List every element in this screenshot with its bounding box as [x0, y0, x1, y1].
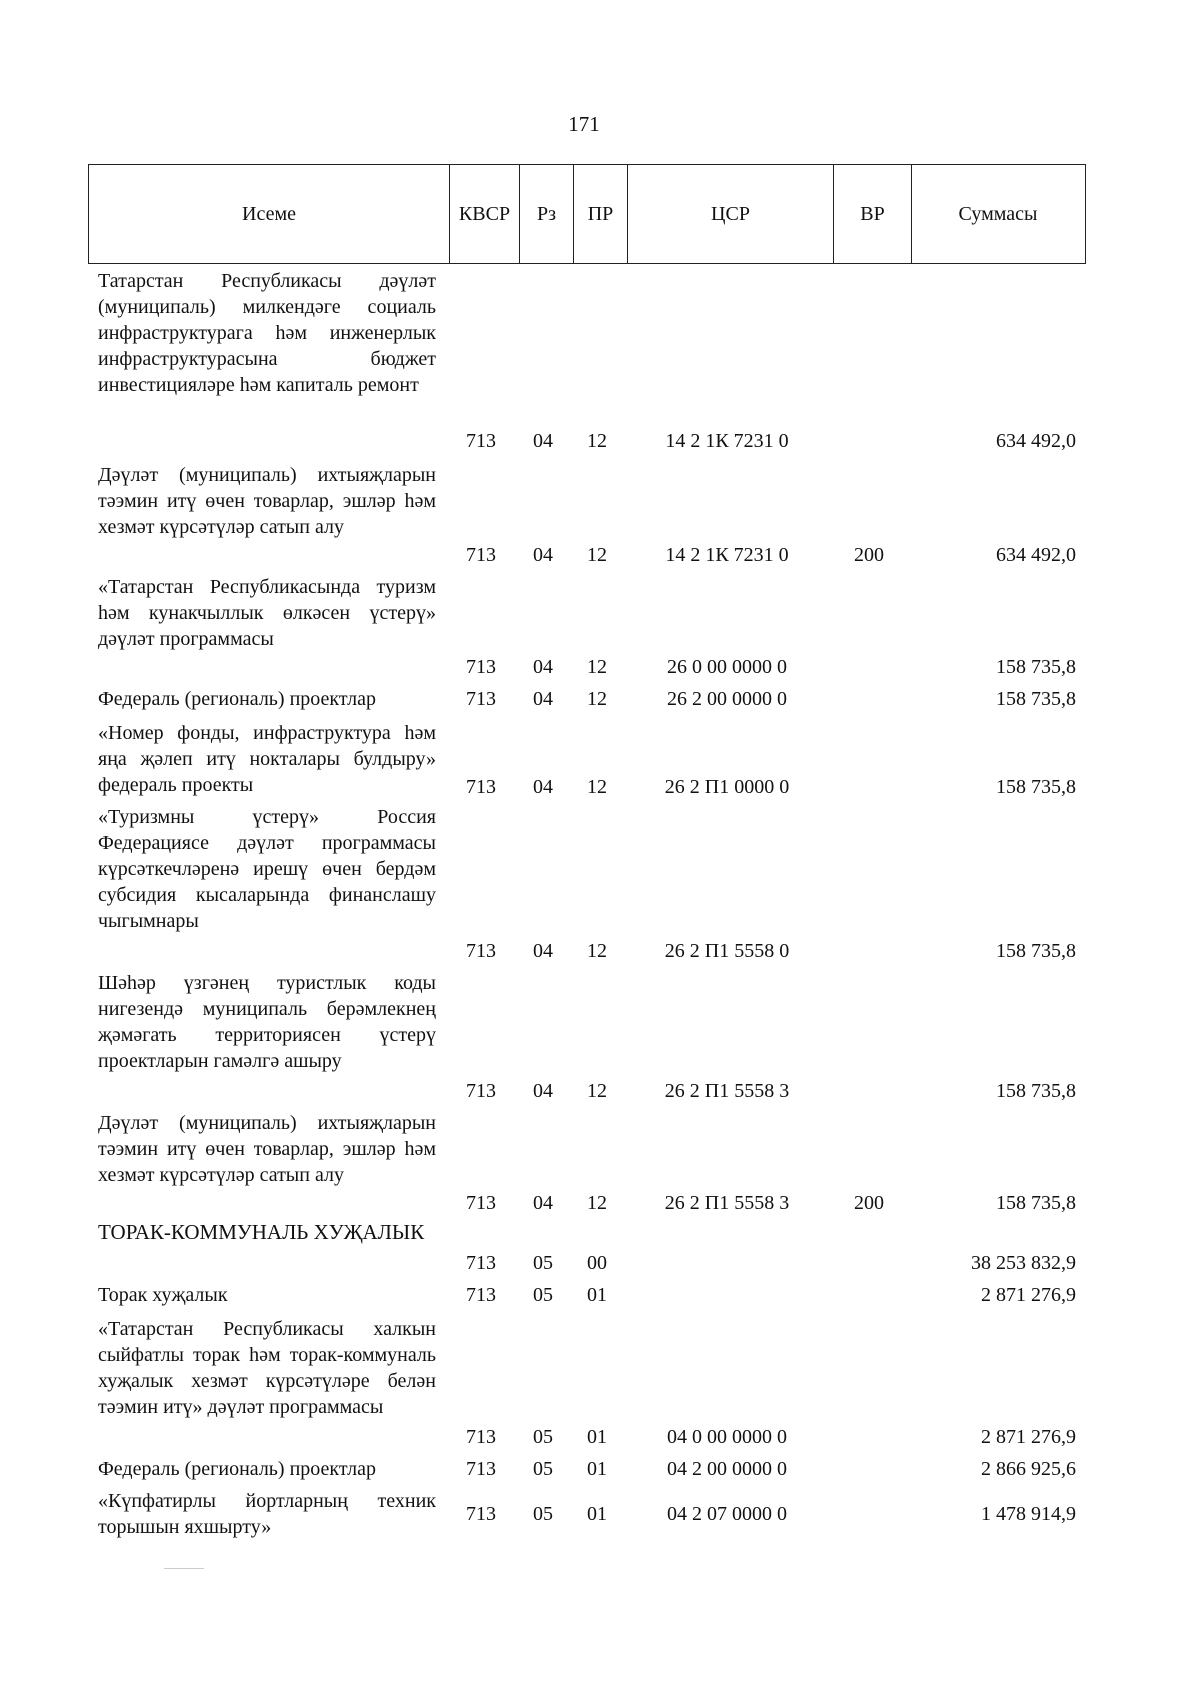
row-name: Дәүләт (муниципаль) ихтыяҗларын тәэмин итү өчен товарлар, эшләр һәм хезмәт күрсәтүләр сатып алу [98, 464, 436, 538]
row-name: Федераль (региональ) проектлар [98, 688, 376, 710]
row-sum: 158 735,8 [996, 776, 1076, 798]
row-name: Дәүләт (муниципаль) ихтыяҗларын тәэмин итү өчен товарлар, эшләр һәм хезмәт күрсәтүләр сатып алу [98, 1112, 436, 1186]
header-name: Исеме [242, 202, 296, 225]
row-name: «Номер фонды, инфраструктура һәм яңа җәлеп итү нокталары булдыру» федераль проекты [98, 722, 436, 796]
row-sum: 2 871 276,9 [981, 1284, 1076, 1306]
table-row [0, 574, 1200, 680]
header-pr: ПР [573, 165, 627, 263]
row-rz: 04 [533, 776, 553, 798]
row-sum: 158 735,8 [996, 940, 1076, 962]
header-csr: ЦСР [627, 165, 833, 263]
table-row [0, 1456, 1200, 1482]
row-pr: 01 [587, 1458, 607, 1480]
row-rz: 05 [533, 1426, 553, 1448]
table-header [88, 164, 1086, 264]
table-row [0, 686, 1200, 712]
row-kvsr: 713 [466, 1252, 496, 1274]
row-rz: 04 [533, 688, 553, 710]
row-kvsr: 713 [466, 1426, 496, 1448]
row-name: «Татарстан Республикасында туризм һәм кунакчыллык өлкәсен үстерү» дәүләт программасы [98, 576, 436, 650]
row-sum: 634 492,0 [996, 544, 1076, 566]
row-csr: 14 2 1К 7231 0 [665, 430, 789, 452]
table-row [0, 462, 1200, 568]
table-row [0, 1316, 1200, 1450]
row-kvsr: 713 [466, 1503, 496, 1525]
page-number: 171 [568, 112, 600, 136]
row-vr: 200 [854, 544, 884, 566]
row-pr: 12 [587, 688, 607, 710]
row-pr: 01 [587, 1284, 607, 1306]
row-csr: 14 2 1К 7231 0 [665, 544, 789, 566]
header-rz: Рз [519, 165, 573, 263]
row-csr: 04 2 07 0000 0 [667, 1503, 787, 1525]
row-csr: 26 2 П1 5558 3 [664, 1192, 790, 1214]
row-kvsr: 713 [466, 1080, 496, 1102]
row-kvsr: 713 [466, 544, 496, 566]
row-sum: 634 492,0 [996, 430, 1076, 452]
row-sum: 1 478 914,9 [981, 1503, 1076, 1525]
row-sum: 158 735,8 [996, 1080, 1076, 1102]
row-kvsr: 713 [466, 1458, 496, 1480]
row-pr: 12 [587, 1080, 607, 1102]
row-pr: 12 [587, 430, 607, 452]
row-kvsr: 713 [466, 1192, 496, 1214]
row-kvsr: 713 [466, 940, 496, 962]
table-row [0, 268, 1200, 454]
row-pr: 12 [587, 940, 607, 962]
row-pr: 12 [587, 776, 607, 798]
row-name: «Күпфатирлы йортларның техник торышын яхшырту» [98, 1490, 436, 1538]
row-rz: 05 [533, 1458, 553, 1480]
row-vr: 200 [854, 1192, 884, 1214]
row-csr: 04 0 00 0000 0 [667, 1426, 787, 1448]
header-sum: Суммасы [911, 165, 1084, 263]
row-pr: 00 [587, 1252, 607, 1274]
row-name: Торак хуҗалык [98, 1284, 228, 1306]
row-rz: 04 [533, 430, 553, 452]
row-pr: 01 [587, 1503, 607, 1525]
row-kvsr: 713 [466, 656, 496, 678]
scan-mark [164, 1568, 204, 1569]
row-rz: 04 [533, 544, 553, 566]
row-pr: 01 [587, 1426, 607, 1448]
header-kvsr: КВСР [449, 165, 519, 263]
row-csr: 26 2 П1 5558 3 [664, 1080, 790, 1102]
row-pr: 12 [587, 656, 607, 678]
row-rz: 05 [533, 1503, 553, 1525]
row-csr: 26 0 00 0000 0 [667, 656, 787, 678]
table-row [0, 1110, 1200, 1216]
row-sum: 2 866 925,6 [981, 1458, 1076, 1480]
row-name: «Туризмны үстерү» Россия Федерациясе дәүләт программасы күрсәткечләренә ирешү өчен бердәм субсидия кысаларында финанслашу чыгымнары [98, 806, 436, 932]
table-row [0, 970, 1200, 1104]
row-sum: 158 735,8 [996, 656, 1076, 678]
row-kvsr: 713 [466, 776, 496, 798]
row-sum: 158 735,8 [996, 688, 1076, 710]
row-kvsr: 713 [466, 1284, 496, 1306]
table-row [0, 1218, 1200, 1276]
table-row [0, 804, 1200, 964]
row-rz: 04 [533, 1192, 553, 1214]
row-pr: 12 [587, 544, 607, 566]
row-name: «Татарстан Республикасы халкын сыйфатлы торак һәм торак-коммуналь хуҗалык хезмәт күрсәтүләре белән тәэмин итү» дәүләт программасы [98, 1318, 436, 1418]
row-rz: 04 [533, 656, 553, 678]
row-rz: 05 [533, 1252, 553, 1274]
row-pr: 12 [587, 1192, 607, 1214]
row-rz: 05 [533, 1284, 553, 1306]
row-name: Федераль (региональ) проектлар [98, 1458, 376, 1480]
row-sum: 38 253 832,9 [971, 1252, 1076, 1274]
row-sum: 158 735,8 [996, 1192, 1076, 1214]
row-rz: 04 [533, 1080, 553, 1102]
row-kvsr: 713 [466, 430, 496, 452]
row-name: Шәһәр үзгәнең туристлык коды нигезендә муниципаль берәмлекнең җәмәгать территориясен үстерү проектларын гамәлгә ашыру [98, 972, 436, 1072]
row-csr: 04 2 00 0000 0 [667, 1458, 787, 1480]
table-row [0, 720, 1200, 800]
table-row [0, 1282, 1200, 1308]
row-csr: 26 2 00 0000 0 [667, 688, 787, 710]
row-name: Татарстан Республикасы дәүләт (муниципаль) милкендәге социаль инфраструктурага һәм инженерлык инфраструктурасына бюджет инвестицияләре һәм капиталь ремонт [98, 270, 436, 396]
row-sum: 2 871 276,9 [981, 1426, 1076, 1448]
row-kvsr: 713 [466, 688, 496, 710]
row-csr: 26 2 П1 0000 0 [664, 776, 790, 798]
header-vr: ВР [833, 165, 911, 263]
row-csr: 26 2 П1 5558 0 [664, 940, 790, 962]
row-name: ТОРАК-КОММУНАЛЬ ХУҖАЛЫК [98, 1220, 425, 1244]
row-rz: 04 [533, 940, 553, 962]
table-row [0, 1488, 1200, 1540]
